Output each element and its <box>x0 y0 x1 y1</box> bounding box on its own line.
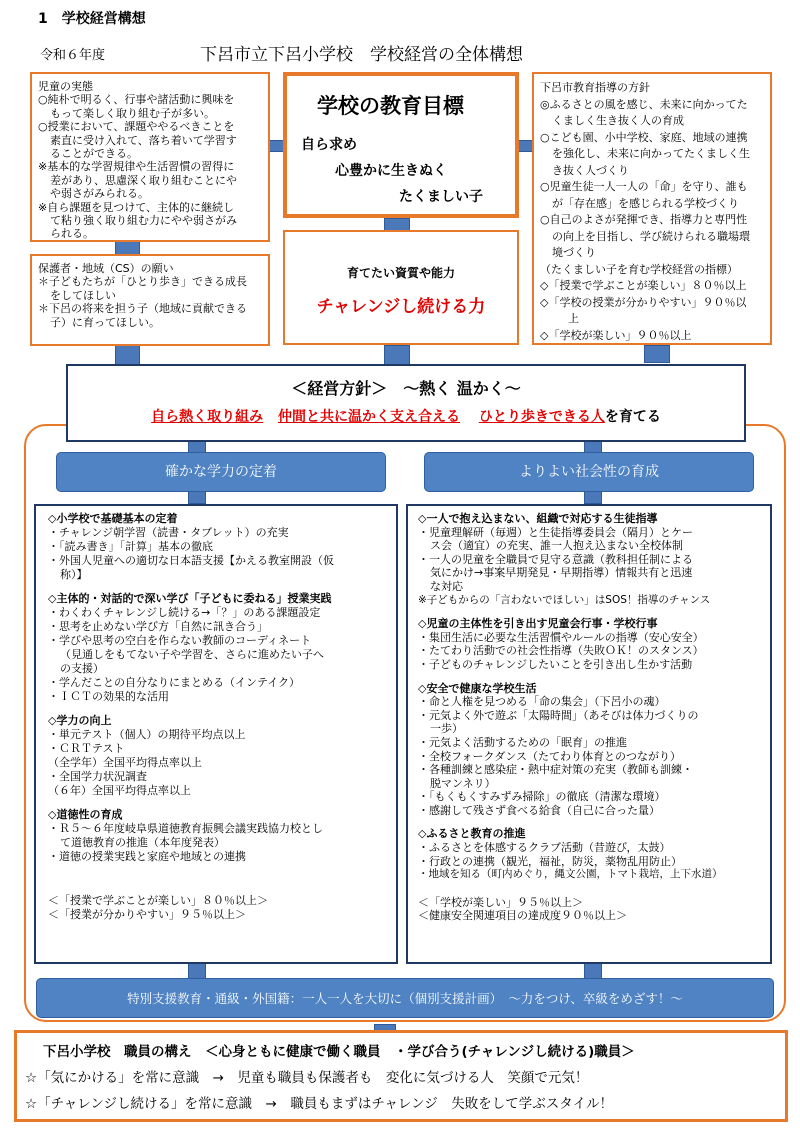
social-group-head: ◇一人で抱え込まない、組織で対応する生徒指導 <box>418 512 658 525</box>
academic-item: ・思考を止めない学び方「自然に訊き合う」 <box>48 620 268 633</box>
academic-item: ・Ｒ５～６年度岐阜県道徳教育振興会議実践協力校とし <box>48 822 323 835</box>
staff-line-3: ☆「チャレンジし続ける」を常に意識 → 職員もまずはチャレンジ 失敗をして学ぶスタイル！ <box>25 1096 613 1112</box>
academic-item: ・学びや思考の空白を作らない教師のコーディネート <box>48 634 312 647</box>
guardians-line: ＊子どもたちが「ひとり歩き」できる成長 <box>38 275 247 289</box>
guardians-line: 子）に育ってほしい。 <box>50 315 160 329</box>
policy-line: き抜く人づくり <box>552 163 629 177</box>
social-item: ・子どものチャレンジしたいことを引き出し生かす活動 <box>418 657 693 671</box>
social-item: ・全校フォークダンス（たてわり体育とのつながり） <box>418 749 682 763</box>
academic-item: （全学年）全国平均得点率以上 <box>48 756 202 769</box>
ability-box <box>283 230 519 345</box>
children-line: ※基本的な学習規律や生活習慣の習得に <box>38 160 235 174</box>
academic-item: ・道徳の授業実践と家庭や地域との連携 <box>48 850 246 863</box>
staff-line-2: ☆「気にかける」を常に意識 → 児童も職員も保護者も 変化に気づける人 笑顔で元気！ <box>25 1070 589 1086</box>
academic-item: ・「読み書き」「計算」基本の徹底 <box>48 540 213 553</box>
social-group-head: ◇ふるさと教育の推進 <box>418 827 526 841</box>
children-line: られる。 <box>50 227 94 241</box>
policy-line: ◇「学校の授業が分かりやすい」９０％以 <box>540 295 747 309</box>
academic-group-head: ◇小学校で基礎基本の定着 <box>48 512 178 525</box>
policy-line: ○児童生徒一人一人の「命」を守り、誰も <box>540 180 748 193</box>
social-item: ・集団生活に必要な生活習慣やルールの指導（安心安全） <box>418 630 704 644</box>
social-item: ・各種訓練と感染症・熱中症対策の充実（教師も訓練・ <box>418 763 693 777</box>
policy-line: が「存在感」を感じられる学校づくり <box>552 196 739 210</box>
academic-item: て道徳教育の推進（本年度発表） <box>60 836 225 849</box>
management-part-2: 仲間と共に温かく支え合える <box>278 409 460 425</box>
guardians-line: をしてほしい <box>50 288 116 302</box>
social-target: ＜健康安全関連項目の達成度９０％以上＞ <box>418 909 627 923</box>
social-target: ＜「学校が楽しい」９５％以上＞ <box>418 895 583 909</box>
policy-line: ○自己のよさが発揮でき、指導力と専門性 <box>540 213 748 226</box>
social-item: ・元気よく外で遊ぶ「太陽時間」（あそびは体力づくりの <box>418 708 699 722</box>
guardians-title: 保護者・地域（CS）の願い <box>38 262 174 275</box>
academic-item: （見通しをもてない子や学習を、さらに進めたい子へ <box>60 648 324 661</box>
academic-column <box>34 504 398 964</box>
children-line: て粘り強く取り組む力にやや弱さがみ <box>50 214 237 228</box>
social-item: ・たてわり活動での社会性指導（失敗ＯＫ！のスタンス） <box>418 644 704 658</box>
social-item: ・行政との連携（観光，福祉，防災，薬物乱用防止） <box>418 854 682 868</box>
goal-line-3: たくましい子 <box>399 189 483 205</box>
children-status-title: 児童の実態 <box>38 80 93 93</box>
social-item: 気にかけ→事案早期発見・早期指導）情報共有と迅速 <box>430 566 693 580</box>
year-label: 令和６年度 <box>40 48 106 63</box>
policy-line: くましく生き抜く人の育成 <box>552 114 684 127</box>
social-item: ・「もくもくすみずみ掃除」の徹底（清潔な環境） <box>418 790 666 804</box>
connector-ability-down <box>384 345 410 365</box>
social-item: ・命と人権を見つめる「命の集会」（下呂小の魂） <box>418 695 666 709</box>
academic-item: ・学んだことの自分なりにまとめる（インテイク） <box>48 676 301 689</box>
policy-line: ◎ふるさとの風を感じ、未来に向かってた <box>540 97 748 111</box>
social-group-head: ◇安全で健康な学校生活 <box>418 681 537 695</box>
social-group-head: ◇児童の主体性を引き出す児童会行事・学校行事 <box>418 617 658 631</box>
goal-title: 学校の教育目標 <box>317 94 464 118</box>
children-line: ○純朴で明るく、行事や諸活動に興味を <box>38 93 235 107</box>
social-column <box>406 504 772 964</box>
academic-target: ＜「授業が分かりやすい」９５％以上＞ <box>48 908 246 921</box>
social-item: ※子どもからの「言わないでほしい」はSOS！指導のチャンス <box>418 593 711 606</box>
policy-line: 境づくり <box>552 246 596 259</box>
staff-box <box>14 1030 788 1122</box>
children-line: ※自ら課題を見つけて、主体的に継続し <box>38 200 234 214</box>
management-part-1: 自ら熱く取り組み <box>151 409 264 425</box>
academic-item: ・ＣＲＴテスト <box>48 742 125 755</box>
policy-line: を強化し、未来に向かってたくましく生 <box>552 147 750 160</box>
social-item: ・ふるさとを体感するクラブ活動（昔遊び，太鼓） <box>418 841 671 855</box>
academic-item: ・単元テスト（個人）の期待平均点以上 <box>48 728 246 741</box>
guardians-line: ＊下呂の将来を担う子（地域に貢献できる <box>38 302 247 316</box>
connector-right-1 <box>644 345 670 363</box>
academic-item: ・チャレンジ朝学習（読書・タブレット）の充実 <box>48 526 289 539</box>
academic-item: ・ＩＣＴの効果的な活用 <box>48 690 169 703</box>
academic-group-head: ◇学力の向上 <box>48 714 112 727</box>
policy-line: ◇「学校が楽しい」９０％以上 <box>540 328 692 342</box>
social-item: ・児童理解研（毎週）と生徒指導委員会（隔月）とケー <box>418 525 693 539</box>
academic-group-head: ◇道徳性の育成 <box>48 808 123 821</box>
social-item: ・一人の児童を全職員で見守る意識（教科担任制による <box>418 552 693 566</box>
academic-group-head: ◇主体的・対話的で深い学び「子どもに委ねる」授業実践 <box>48 592 332 605</box>
guardians-wish-box <box>30 254 270 346</box>
social-item: ・地域を知る（町内めぐり，縄文公園，トマト栽培，上下水道） <box>418 868 723 881</box>
policy-line: 上 <box>568 312 579 325</box>
ability-title: 育てたい資質や能力 <box>346 266 455 280</box>
pillar-academic: 確かな学力の定着 <box>56 452 386 492</box>
academic-item: の支援） <box>60 662 104 675</box>
city-policy-box <box>532 72 772 345</box>
children-line: 差があり、思慮深く取り組むことにや <box>50 173 237 187</box>
social-item: 脱マンネリ） <box>430 776 496 790</box>
policy-line: ◇「授業で学ぶことが楽しい」８０％以上 <box>540 279 747 292</box>
management-line <box>68 406 744 426</box>
children-status-box <box>30 72 270 242</box>
academic-item: ・外国人児童への適切な日本語支援【かえる教室開設（仮 <box>48 554 334 567</box>
social-item: ・元気よく活動するための「眠育」の推進 <box>418 735 627 749</box>
management-part-3: ひとり歩きできる人 <box>478 409 605 425</box>
policy-line: （たくましい子を育む学校経営の指標） <box>540 262 738 276</box>
management-suffix: を育てる <box>604 409 661 425</box>
academic-item: ・全国学力状況調査 <box>48 770 147 783</box>
academic-target: ＜「授業で学ぶことが楽しい」８０％以上＞ <box>48 894 268 907</box>
social-item: な対応 <box>430 579 463 593</box>
connector-left-2 <box>115 345 140 365</box>
social-item: ・感謝して残さず食べる給食（自己に合った量） <box>418 803 660 817</box>
academic-item: ・わくわくチャレンジし続ける→「？」のある課題設定 <box>48 606 321 619</box>
policy-line: ○こども園、小中学校、家庭、地域の連携 <box>540 130 748 144</box>
policy-line: の向上を目指し、学び続けられる職場環 <box>552 229 750 243</box>
doc-title: 下呂市立下呂小学校 学校経営の全体構想 <box>200 45 523 65</box>
children-line: 素直に受け入れて、落ち着いて学習す <box>50 133 237 147</box>
policy-title: 下呂市教育指導の方針 <box>540 81 650 94</box>
academic-item: 称）】 <box>60 568 88 581</box>
management-title: ＜経営方針＞ ～熱く 温かく～ <box>291 379 521 398</box>
special-support-bar: 特別支援教育・通級・外国籍：一人一人を大切に（個別支援計画） ～力をつけ、卒級をめざす！～ <box>36 978 774 1018</box>
children-line: もって楽しく取り組む子が多い。 <box>50 106 215 120</box>
social-item: 一歩） <box>430 722 463 736</box>
social-item: ス会（適宜）の充実、誰一人抱え込まない全校体制 <box>430 539 683 553</box>
children-line: ることができる。 <box>50 147 138 161</box>
pillar-social: よりよい社会性の育成 <box>424 452 754 492</box>
education-goal-box <box>283 72 519 218</box>
staff-line-1: 下呂小学校 職員の構え ＜心身ともに健康で働く職員 ・学び合う(チャレンジし続ける)職員＞ <box>43 1044 635 1060</box>
children-line: や弱さがみられる。 <box>50 187 149 201</box>
goal-line-1: 自ら求め <box>301 137 357 153</box>
ability-value: チャレンジし続ける力 <box>316 297 486 317</box>
children-line: ○授業において、課題ややるべきことを <box>38 120 235 134</box>
goal-line-2: 心豊かに生きぬく <box>335 163 447 179</box>
section-heading: 1 学校経営構想 <box>38 11 146 27</box>
academic-item: （６年）全国平均得点率以上 <box>48 784 191 797</box>
management-policy-box <box>66 364 746 442</box>
